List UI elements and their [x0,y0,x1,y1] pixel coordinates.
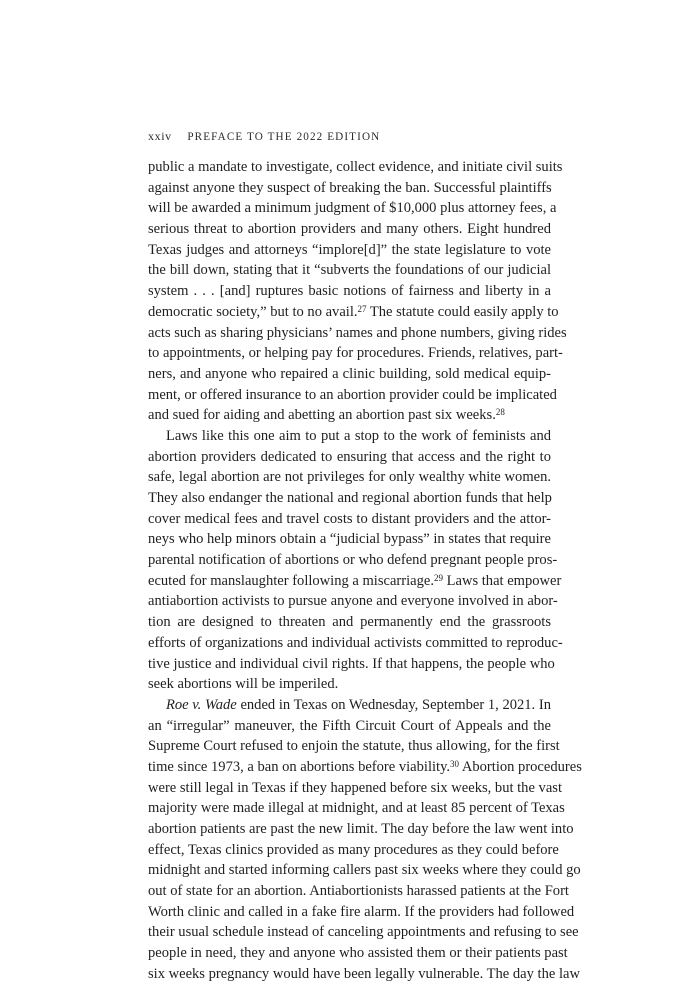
text-line: public a mandate to investigate, collect evidence, and initiate civil suits [148,159,563,175]
text-line: Texas judges and attorneys “implore[d]” the state legislature to vote [148,241,551,258]
text-line: six weeks pregnancy would have been legally vulnerable. The day the law [148,965,580,982]
text-line: abortion patients are past the new limit. The day before the law went into [148,821,574,837]
text-line: midnight and started informing callers past six weeks where they could go [148,862,581,879]
case-name: Roe v. Wade [166,696,237,713]
text-line: Worth clinic and called in a fake fire alarm. If the providers had followed [148,903,575,920]
text-segment: The statute could easily apply to [366,303,559,320]
paragraph-3 [148,695,582,985]
text-line: to appointments, or helping pay for procedures. Friends, relatives, part- [148,345,563,362]
text-line: tive justice and individual civil rights. If that happens, the people who [148,655,555,672]
text-line: cover medical fees and travel costs to distant providers and the attor- [148,510,551,527]
text-line: their usual schedule instead of canceling appointments and refusing to see [148,924,579,941]
text-line: Supreme Court refused to enjoin the statute, thus allowing, for the first [148,738,560,755]
footnote-ref-30[interactable]: 30 [450,758,460,769]
text-line [148,405,551,426]
text-segment: Laws that empower [442,572,562,589]
paragraph-2 [148,426,563,695]
text-segment: democratic society,” but to no avail. [148,303,358,320]
text-line: efforts of organizations and individual activists committed to reproduc- [148,634,563,651]
running-head [148,129,380,144]
text-line [148,695,551,716]
text-line: seek abortions will be imperiled. [148,676,339,693]
text-line: against anyone they suspect of breaking the ban. Successful plaintiffs [148,179,552,196]
text-line: serious threat to abortion providers and many others. Eight hundred [148,221,551,238]
text-line: tion are designed to threaten and permanently end the grassroots [148,614,551,631]
text-line: parental notification of abortions or who defend pregnant people pros- [148,552,558,569]
text-segment: time since 1973, a ban on abortions before viability. [148,758,451,775]
text-line: They also endanger the national and regional abortion funds that help [148,490,552,506]
text-line: antiabortion activists to pursue anyone and everyone involved in abor- [148,593,558,610]
running-head-title: PREFACE TO THE 2022 EDITION [187,131,381,143]
text-line: people in need, they and anyone who assisted them or their patients past [148,945,568,962]
footnote-ref-29[interactable]: 29 [433,572,443,583]
text-segment: ended in Texas on Wednesday, September 1, 2021. In [236,696,551,713]
text-line: neys who help minors obtain a “judicial bypass” in states that require [148,531,551,548]
paragraph-1 [148,157,567,426]
text-line: acts such as sharing physicians’ names and phone numbers, giving rides [148,324,567,341]
text-segment: ecuted for manslaughter following a miscarriage. [148,572,434,589]
footnote-ref-28[interactable]: 28 [495,407,505,418]
body-text [148,157,582,985]
text-line: out of state for an abortion. Antiabortionists harassed patients at the Fort [148,883,569,900]
text-line: system . . . [and] ruptures basic notions of fairness and liberty in a [148,283,551,300]
text-line: were still legal in Texas if they happened before six weeks, but the vast [148,779,562,796]
text-line: an “irregular” maneuver, the Fifth Circuit Court of Appeals and the [148,717,551,734]
text-segment: Abortion procedures [459,758,582,775]
text-line: abortion providers dedicated to ensuring that access and the right to [148,448,551,465]
text-line [148,302,559,323]
text-line: will be awarded a minimum judgment of $10,000 plus attorney fees, a [148,200,557,217]
text-line: ners, and anyone who repaired a clinic building, sold medical equip- [148,365,551,382]
text-line: majority were made illegal at midnight, and at least 85 percent of Texas [148,800,565,817]
text-line [148,571,562,592]
text-segment: and sued for aiding and abetting an abortion past six weeks. [148,407,496,424]
text-line: the bill down, stating that it “subverts the foundations of our judicial [148,262,551,279]
text-line: effect, Texas clinics provided as many procedures as they could before [148,841,559,858]
text-line: safe, legal abortion are not privileges for only wealthy white women. [148,469,551,486]
page-number: xxiv [148,129,172,143]
footnote-ref-27[interactable]: 27 [357,303,367,314]
text-line: ment, or offered insurance to an abortion provider could be implicated [148,386,557,403]
text-line: Laws like this one aim to put a stop to the work of feminists and [166,427,551,444]
text-line [148,757,582,778]
